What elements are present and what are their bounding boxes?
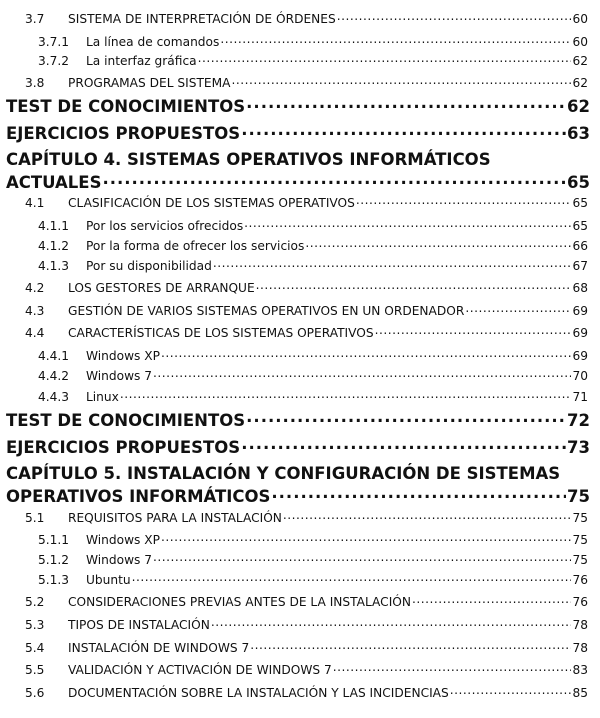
toc-title: ACTUALES bbox=[6, 172, 102, 192]
toc-entry bbox=[25, 303, 588, 318]
toc-entry bbox=[6, 409, 590, 430]
toc-number: 4.4.3 bbox=[38, 390, 70, 405]
toc-number: 4.4.2 bbox=[38, 369, 70, 384]
dot-leader bbox=[161, 348, 572, 360]
toc-title: TIPOS DE INSTALACIÓN bbox=[68, 618, 210, 633]
toc-page-number: 70 bbox=[572, 369, 588, 384]
toc-page-number: 68 bbox=[572, 281, 588, 296]
toc-page-number: 62 bbox=[572, 54, 588, 69]
toc-number: 3.7.1 bbox=[38, 35, 70, 50]
dot-leader bbox=[465, 303, 571, 315]
toc-page-number: 66 bbox=[572, 239, 588, 254]
dot-leader bbox=[241, 122, 566, 139]
toc-page-number: 75 bbox=[572, 533, 588, 548]
toc-page-number: 63 bbox=[567, 123, 590, 143]
toc-title: OPERATIVOS INFORMÁTICOS bbox=[6, 486, 271, 506]
toc-number: 5.5 bbox=[25, 663, 45, 678]
toc-title: Por los servicios ofrecidos bbox=[86, 219, 244, 234]
toc-number: 4.1 bbox=[25, 196, 45, 211]
dot-leader bbox=[213, 258, 572, 270]
toc-number: 4.4.1 bbox=[38, 349, 70, 364]
toc-page-number: 83 bbox=[572, 663, 588, 678]
toc-number: 5.2 bbox=[25, 595, 45, 610]
toc-title: DOCUMENTACIÓN SOBRE LA INSTALACIÓN Y LAS INCIDENCIAS bbox=[68, 686, 449, 701]
toc-entry bbox=[25, 325, 588, 340]
toc-entry bbox=[25, 617, 588, 632]
toc-page-number: 69 bbox=[572, 326, 588, 341]
toc-title: CLASIFICACIÓN DE LOS SISTEMAS OPERATIVOS bbox=[68, 196, 355, 211]
toc-page-number: 72 bbox=[567, 410, 590, 430]
dot-leader bbox=[246, 409, 566, 426]
toc-number: 4.4 bbox=[25, 326, 45, 341]
dot-leader bbox=[256, 280, 572, 292]
toc-entry bbox=[6, 485, 590, 506]
toc-page-number: 69 bbox=[572, 349, 588, 364]
toc-page-number: 75 bbox=[567, 486, 590, 506]
toc-page-number: 75 bbox=[572, 553, 588, 568]
toc-entry bbox=[38, 258, 588, 273]
toc-entry bbox=[6, 436, 590, 457]
toc-page-number: 73 bbox=[567, 437, 590, 457]
toc-title: Windows 7 bbox=[86, 369, 153, 384]
toc-title: PROGRAMAS DEL SISTEMA bbox=[68, 76, 231, 91]
toc-page-number: 78 bbox=[572, 641, 588, 656]
toc-title: Windows XP bbox=[86, 349, 160, 364]
dot-leader bbox=[220, 34, 571, 46]
toc-entry bbox=[38, 389, 588, 404]
toc-page-number: 69 bbox=[572, 304, 588, 319]
dot-leader bbox=[244, 218, 571, 230]
toc-number: 5.3 bbox=[25, 618, 45, 633]
toc-entry bbox=[38, 218, 588, 233]
toc-title: REQUISITOS PARA LA INSTALACIÓN bbox=[68, 511, 282, 526]
toc-entry bbox=[6, 122, 590, 143]
dot-leader bbox=[450, 685, 572, 697]
toc-page-number: 78 bbox=[572, 618, 588, 633]
toc-title: CONSIDERACIONES PREVIAS ANTES DE LA INSTALACIÓN bbox=[68, 595, 411, 610]
dot-leader bbox=[102, 171, 566, 188]
dot-leader bbox=[211, 617, 572, 629]
toc-page-number: 76 bbox=[572, 573, 588, 588]
dot-leader bbox=[153, 552, 571, 564]
toc-number: 5.6 bbox=[25, 686, 45, 701]
toc-number: 4.3 bbox=[25, 304, 45, 319]
toc-entry bbox=[25, 640, 588, 655]
toc-title: Windows XP bbox=[86, 533, 160, 548]
toc-entry bbox=[25, 11, 588, 26]
toc-entry bbox=[38, 53, 588, 68]
toc-entry bbox=[38, 572, 588, 587]
dot-leader bbox=[356, 195, 572, 207]
dot-leader bbox=[132, 572, 572, 584]
toc-entry bbox=[38, 34, 588, 49]
toc-entry bbox=[25, 662, 588, 677]
toc-title: Windows 7 bbox=[86, 553, 153, 568]
toc-title: La interfaz gráfica bbox=[86, 54, 197, 69]
toc-title: EJERCICIOS PROPUESTOS bbox=[6, 437, 241, 457]
dot-leader bbox=[241, 436, 566, 453]
toc-entry bbox=[38, 238, 588, 253]
dot-leader bbox=[412, 594, 571, 606]
chapter-heading: CAPÍTULO 5. INSTALACIÓN Y CONFIGURACIÓN DE SISTEMAS bbox=[6, 464, 561, 483]
toc-page-number: 60 bbox=[572, 35, 588, 50]
dot-leader bbox=[375, 325, 572, 337]
toc-page-number: 65 bbox=[572, 196, 588, 211]
toc-entry bbox=[25, 510, 588, 525]
toc-title: VALIDACIÓN Y ACTIVACIÓN DE WINDOWS 7 bbox=[68, 663, 332, 678]
dot-leader bbox=[283, 510, 572, 522]
toc-number: 4.2 bbox=[25, 281, 45, 296]
toc-entry bbox=[6, 95, 590, 116]
toc-page-number: 71 bbox=[572, 390, 588, 405]
toc-page-number: 65 bbox=[567, 172, 590, 192]
toc-title: Por su disponibilidad bbox=[86, 259, 212, 274]
toc-number: 4.1.3 bbox=[38, 259, 70, 274]
toc-number: 5.1 bbox=[25, 511, 45, 526]
toc-number: 5.1.2 bbox=[38, 553, 70, 568]
toc-title: Linux bbox=[86, 390, 119, 405]
toc-page-number: 65 bbox=[572, 219, 588, 234]
toc-title: TEST DE CONOCIMIENTOS bbox=[6, 410, 246, 430]
toc-entry bbox=[38, 348, 588, 363]
dot-leader bbox=[246, 95, 566, 112]
dot-leader bbox=[120, 389, 572, 401]
dot-leader bbox=[337, 11, 572, 23]
toc-title: TEST DE CONOCIMIENTOS bbox=[6, 96, 246, 116]
toc-entry bbox=[25, 280, 588, 295]
toc-page-number: 85 bbox=[572, 686, 588, 701]
toc-page-number: 60 bbox=[572, 12, 588, 27]
toc-entry bbox=[38, 532, 588, 547]
toc-entry bbox=[38, 552, 588, 567]
toc-entry bbox=[25, 685, 588, 700]
toc-entry bbox=[25, 594, 588, 609]
toc-number: 5.1.3 bbox=[38, 573, 70, 588]
toc-entry bbox=[38, 368, 588, 383]
toc-title: LOS GESTORES DE ARRANQUE bbox=[68, 281, 255, 296]
dot-leader bbox=[305, 238, 571, 250]
toc-title: CARACTERÍSTICAS DE LOS SISTEMAS OPERATIVOS bbox=[68, 326, 374, 341]
toc-title: SISTEMA DE INTERPRETACIÓN DE ÓRDENES bbox=[68, 12, 336, 27]
toc-number: 5.4 bbox=[25, 641, 45, 656]
dot-leader bbox=[250, 640, 571, 652]
toc-page-number: 62 bbox=[567, 96, 590, 116]
toc-title: GESTIÓN DE VARIOS SISTEMAS OPERATIVOS EN UN ORDENADOR bbox=[68, 304, 465, 319]
toc-title: INSTALACIÓN DE WINDOWS 7 bbox=[68, 641, 250, 656]
dot-leader bbox=[271, 485, 566, 502]
chapter-heading: CAPÍTULO 4. SISTEMAS OPERATIVOS INFORMÁTICOS bbox=[6, 150, 491, 169]
toc-page-number: 75 bbox=[572, 511, 588, 526]
dot-leader bbox=[161, 532, 572, 544]
toc-title: Por la forma de ofrecer los servicios bbox=[86, 239, 305, 254]
dot-leader bbox=[198, 53, 572, 65]
toc-number: 3.7.2 bbox=[38, 54, 70, 69]
toc-number: 4.1.1 bbox=[38, 219, 70, 234]
toc-page-number: 67 bbox=[572, 259, 588, 274]
toc-number: 5.1.1 bbox=[38, 533, 70, 548]
toc-title: La línea de comandos bbox=[86, 35, 220, 50]
toc-title: Ubuntu bbox=[86, 573, 131, 588]
dot-leader bbox=[333, 662, 572, 674]
toc-title: EJERCICIOS PROPUESTOS bbox=[6, 123, 241, 143]
toc-entry bbox=[6, 171, 590, 192]
toc-entry bbox=[25, 195, 588, 210]
dot-leader bbox=[231, 75, 571, 87]
toc-number: 3.7 bbox=[25, 12, 45, 27]
toc-number: 3.8 bbox=[25, 76, 45, 91]
toc-page-number: 62 bbox=[572, 76, 588, 91]
toc-entry bbox=[25, 75, 588, 90]
toc-number: 4.1.2 bbox=[38, 239, 70, 254]
toc-page-number: 76 bbox=[572, 595, 588, 610]
dot-leader bbox=[153, 368, 571, 380]
